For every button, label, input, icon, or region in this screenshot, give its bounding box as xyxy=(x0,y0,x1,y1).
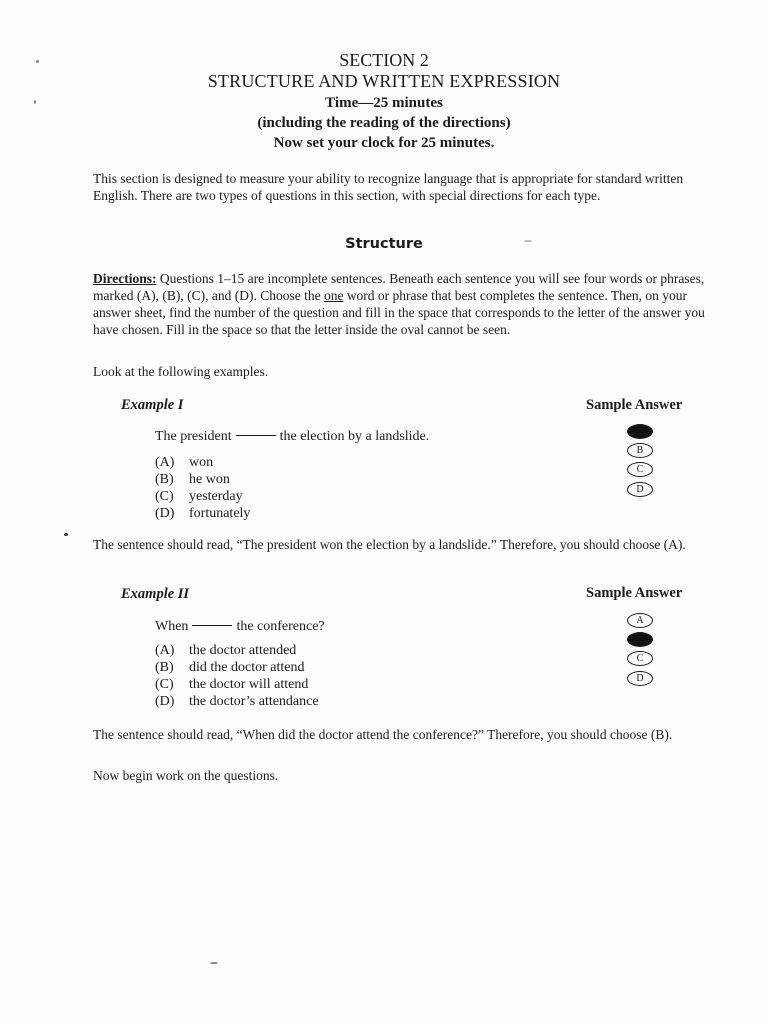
example-1-stem-after: the election by a landslide. xyxy=(279,429,430,444)
option: (D) the doctor’s attendance xyxy=(155,694,319,709)
scan-speck xyxy=(210,962,218,964)
section-number: SECTION 2 xyxy=(339,50,429,70)
section-title: STRUCTURE AND WRITTEN EXPRESSION xyxy=(207,71,561,91)
scan-speck xyxy=(34,100,36,104)
directions-label: Directions: xyxy=(93,271,157,286)
answer-bubble-d[interactable]: D xyxy=(627,671,653,686)
answer-bubble-a[interactable]: A xyxy=(627,613,653,628)
option: (C) yesterday xyxy=(155,489,243,504)
scan-speck xyxy=(36,60,39,63)
example-1-explanation: The sentence should read, “The president won the election by a landslide.” Therefore, you should choose (A). xyxy=(93,537,686,552)
example-2-explanation: The sentence should read, “When did the doctor attend the conference?” Therefore, you should choose (B). xyxy=(93,727,673,742)
section-header xyxy=(0,50,768,153)
scan-speck xyxy=(64,533,68,536)
section-intro: This section is designed to measure your ability to recognize language that is appropriate for standard written English. There are two types of questions in this section, with special directions for each type. xyxy=(93,171,684,203)
example-1-answer-bubbles xyxy=(627,424,653,501)
answer-blank xyxy=(192,625,232,626)
directions-underlined-word: one xyxy=(323,288,344,303)
directions-text-2: word or phrase that best completes the sentence. Then, on your answer sheet, find the number of the question and fill in the space that corresponds to the letter of the answer you have chosen. Fill in the space so that the letter inside the oval cannot be seen. xyxy=(93,288,705,337)
example-1-options xyxy=(155,454,250,522)
example-1-question xyxy=(155,429,429,445)
time-limit: Time—25 minutes xyxy=(325,95,443,111)
example-2-answer-bubbles xyxy=(627,613,653,690)
example-2-stem-before: When xyxy=(155,619,189,634)
option: (A) the doctor attended xyxy=(155,643,297,658)
example-1-title: Example I xyxy=(121,397,184,413)
answer-bubble-b[interactable]: B xyxy=(627,443,653,458)
example-2-sample-answer-label: Sample Answer xyxy=(586,585,683,601)
answer-bubble-c[interactable]: C xyxy=(627,462,653,477)
option: (B) did the doctor attend xyxy=(155,660,305,675)
example-2-stem-after: the conference? xyxy=(236,619,325,634)
answer-bubble-c[interactable]: C xyxy=(627,651,653,666)
structure-heading: Structure xyxy=(345,236,423,252)
time-note: (including the reading of the directions) xyxy=(257,115,511,131)
directions-paragraph xyxy=(93,270,723,338)
example-1-sample-answer-label: Sample Answer xyxy=(586,397,683,413)
option: (A) won xyxy=(155,455,214,470)
clock-instruction: Now set your clock for 25 minutes. xyxy=(273,135,495,151)
example-2-question xyxy=(155,619,325,635)
directions-text-1: Questions 1–15 are incomplete sentences. Beneath each sentence you will see four words or phrases, marked (A), (B), (C), and (D). Choose the xyxy=(93,271,705,303)
examples-intro: Look at the following examples. xyxy=(93,364,269,379)
begin-instruction: Now begin work on the questions. xyxy=(93,768,279,783)
option: (C) the doctor will attend xyxy=(155,677,309,692)
example-2-options xyxy=(155,642,319,710)
answer-bubble-b[interactable]: B xyxy=(627,632,653,647)
option: (B) he won xyxy=(155,472,230,487)
answer-blank xyxy=(236,435,276,436)
example-1-stem-before: The president xyxy=(155,429,232,444)
scan-speck xyxy=(524,240,532,242)
example-2-title: Example II xyxy=(121,586,190,602)
answer-bubble-d[interactable]: D xyxy=(627,482,653,497)
option: (D) fortunately xyxy=(155,506,251,521)
answer-bubble-a[interactable]: A xyxy=(627,424,653,439)
